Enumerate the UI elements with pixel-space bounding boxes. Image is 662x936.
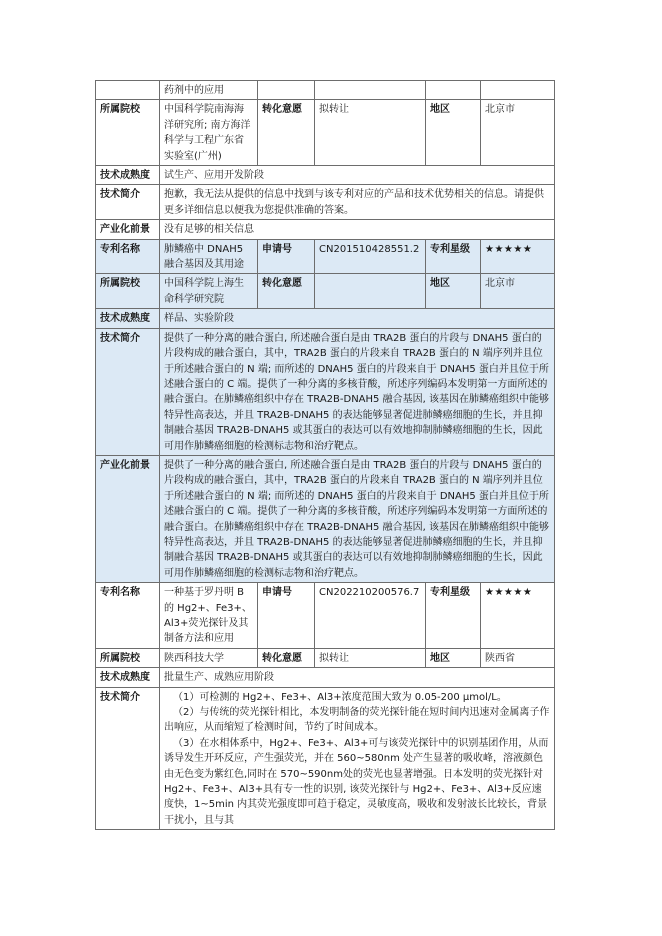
patent-table: [95, 80, 555, 830]
row-intro: [96, 328, 555, 455]
maturity-label: 技术成熟度: [96, 668, 160, 687]
empty-cell: [426, 81, 481, 100]
prospect-label: 产业化前景: [96, 455, 160, 582]
transfer-value: [315, 274, 426, 309]
row-name-tail: [96, 81, 555, 100]
row-institution: [96, 274, 555, 309]
intro-label: 技术简介: [96, 687, 160, 830]
patent-name-label: 专利名称: [96, 239, 160, 274]
transfer-label: 转化意愿: [258, 648, 315, 667]
region-value: 北京市: [481, 100, 555, 166]
region-label: 地区: [426, 274, 481, 309]
app-no-value: CN201510428551.2: [315, 239, 426, 274]
institution-label: 所属院校: [96, 648, 160, 667]
row-maturity: [96, 668, 555, 687]
transfer-label: 转化意愿: [258, 274, 315, 309]
intro-point-1: （1）可检测的 Hg2+、Fe3+、Al3+浓度范围大致为 0.05-200 μmol/L。: [173, 691, 507, 703]
patent-name-value: 肺鳞癌中 DNAH5 融合基因及其用途: [160, 239, 258, 274]
star-label: 专利星级: [426, 239, 481, 274]
intro-point-2: （2）与传统的荧光探针相比，本发明制备的荧光探针能在短时间内迅速对金属离子作出响应，从而缩短了检测时间，节约了时间成本。: [164, 707, 550, 734]
empty-cell: [315, 81, 426, 100]
maturity-value: 样品、实验阶段: [160, 309, 555, 328]
patent-name-label: 专利名称: [96, 583, 160, 649]
prospect-label: 产业化前景: [96, 220, 160, 239]
institution-label: 所属院校: [96, 100, 160, 166]
region-value: 北京市: [481, 274, 555, 309]
row-intro: [96, 185, 555, 220]
intro-value: [160, 687, 555, 830]
transfer-value: 拟转让: [315, 100, 426, 166]
transfer-label: 转化意愿: [258, 100, 315, 166]
intro-value: 提供了一种分离的融合蛋白, 所述融合蛋白是由 TRA2B 蛋白的片段与 DNAH5 蛋白的片段构成的融合蛋白，其中，TRA2B 蛋白的片段来自 TRA2B 蛋白的 N 端序列并且位于所述融合蛋白的 N 端; 而所述的 DNAH5 蛋白的片段来自于 DNAH5 蛋白并且位于所述融合蛋白的 C 端。提供了一种分离的多核苷酸，所述序列编码本发明第一方面所述的融合蛋白。在肺鳞癌组织中存在 TRA2B-DNAH5 融合基因, 该基因在肺鳞癌组织中能够特异性高表达，并且 TRA2B-DNAH5 的表达能够显著促进肺鳞癌细胞的生长，并且抑制融合基因 TRA2B-DNAH5 或其蛋白的表达可以有效地抑制肺鳞癌细胞的生长，因此可用作肺鳞癌细胞的检测标志物和治疗靶点。: [160, 328, 555, 455]
intro-label: 技术简介: [96, 185, 160, 220]
institution-value: 中国科学院上海生命科学研究院: [160, 274, 258, 309]
star-rating: ★★★★★: [481, 583, 555, 649]
row-prospect: [96, 220, 555, 239]
star-rating: ★★★★★: [481, 239, 555, 274]
star-label: 专利星级: [426, 583, 481, 649]
region-label: 地区: [426, 100, 481, 166]
maturity-label: 技术成熟度: [96, 166, 160, 185]
maturity-label: 技术成熟度: [96, 309, 160, 328]
prospect-value: 提供了一种分离的融合蛋白, 所述融合蛋白是由 TRA2B 蛋白的片段与 DNAH5 蛋白的片段构成的融合蛋白，其中，TRA2B 蛋白的片段来自 TRA2B 蛋白的 N 端序列并且位于所述融合蛋白的 N 端; 而所述的 DNAH5 蛋白的片段来自于 DNAH5 蛋白并且位于所述融合蛋白的 C 端。提供了一种分离的多核苷酸，所述序列编码本发明第一方面所述的融合蛋白。在肺鳞癌组织中存在 TRA2B-DNAH5 融合基因, 该基因在肺鳞癌组织中能够特异性高表达，并且 TRA2B-DNAH5 的表达能够显著促进肺鳞癌细胞的生长，并且抑制融合基因 TRA2B-DNAH5 或其蛋白的表达可以有效地抑制肺鳞癌细胞的生长，因此可用作肺鳞癌细胞的检测标志物和治疗靶点。: [160, 455, 555, 582]
row-prospect: [96, 455, 555, 582]
app-no-label: 申请号: [258, 583, 315, 649]
patent-name-value: 一种基于罗丹明 B 的 Hg2+、Fe3+、Al3+荧光探针及其制备方法和应用: [160, 583, 258, 649]
row-intro: [96, 687, 555, 830]
row-institution: [96, 100, 555, 166]
maturity-value: 批量生产、成熟应用阶段: [160, 668, 555, 687]
row-patent-name: [96, 583, 555, 649]
patent-table-sheet: [95, 80, 554, 830]
institution-label: 所属院校: [96, 274, 160, 309]
patent-name-tail: 药剂中的应用: [160, 81, 258, 100]
institution-value: 中国科学院南海海洋研究所; 南方海洋科学与工程广东省实验室(广州): [160, 100, 258, 166]
label-cell-empty: [96, 81, 160, 100]
region-value: 陕西省: [481, 648, 555, 667]
row-maturity: [96, 309, 555, 328]
region-label: 地区: [426, 648, 481, 667]
intro-label: 技术简介: [96, 328, 160, 455]
transfer-value: 拟转让: [315, 648, 426, 667]
row-institution: [96, 648, 555, 667]
empty-cell: [258, 81, 315, 100]
institution-value: 陕西科技大学: [160, 648, 258, 667]
row-patent-name: [96, 239, 555, 274]
app-no-value: CN202210200576.7: [315, 583, 426, 649]
intro-value: 抱歉，我无法从提供的信息中找到与该专利对应的产品和技术优势相关的信息。请提供更多详细信息以便我为您提供准确的答案。: [160, 185, 555, 220]
row-maturity: [96, 166, 555, 185]
intro-point-3: （3）在水相体系中，Hg2+、Fe3+、Al3+可与该荧光探针中的识别基团作用，从而诱导发生开环反应，产生强荧光，并在 560~580nm 处产生显著的吸收峰，溶液颜色由无色变为紫红色,同时在 570~590nm处的荧光也显著增强。日本发明的荧光探针对 Hg2+、Fe3+、Al3+具有专一性的识别, 该荧光探针与 Hg2+、Fe3+、Al3+反应速度快，1~5min 内其荧光强度即可趋于稳定，灵敏度高，吸收和发射波长比较长，背景干扰小，且与其: [164, 737, 549, 826]
app-no-label: 申请号: [258, 239, 315, 274]
empty-cell: [481, 81, 555, 100]
prospect-value: 没有足够的相关信息: [160, 220, 555, 239]
maturity-value: 试生产、应用开发阶段: [160, 166, 555, 185]
